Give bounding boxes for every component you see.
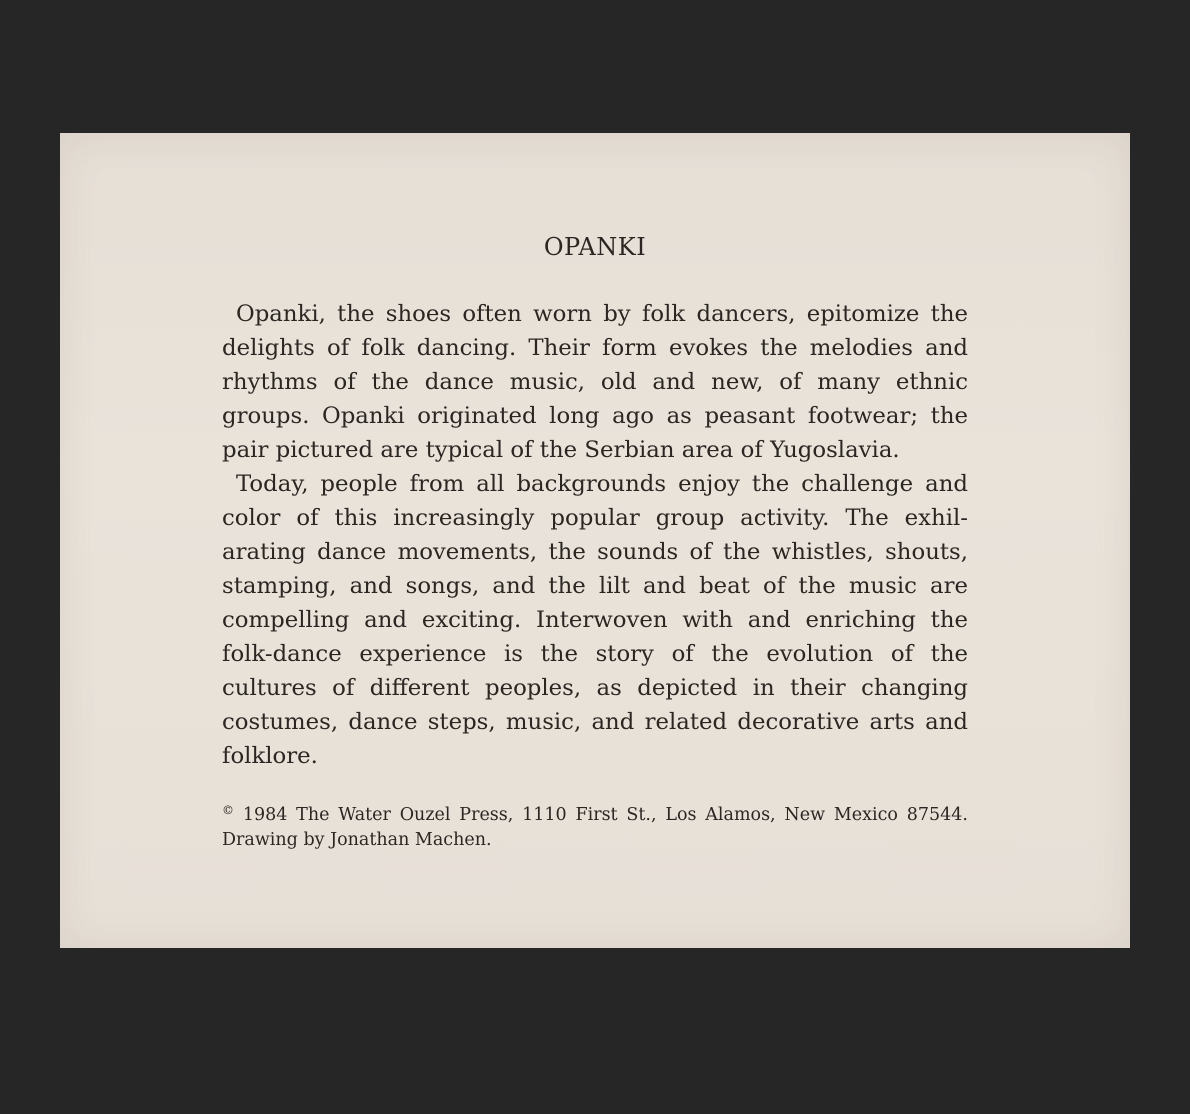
card-title: OPANKI	[543, 233, 647, 261]
body-line: delights of folk dancing. Their form evokes the melodies and	[222, 335, 968, 361]
printed-card	[60, 133, 1130, 948]
body-line: stamping, and songs, and the lilt and beat of the music are	[222, 573, 968, 599]
body-line: arating dance movements, the sounds of the whistles, shouts,	[222, 539, 968, 565]
body-line: costumes, dance steps, music, and related decorative arts and	[222, 709, 968, 735]
body-line: Today, people from all backgrounds enjoy the challenge and	[236, 471, 968, 497]
body-line: groups. Opanki originated long ago as peasant footwear; the	[222, 403, 968, 429]
body-line: compelling and exciting. Interwoven with and enriching the	[222, 607, 968, 633]
body-line: rhythms of the dance music, old and new, of many ethnic	[222, 369, 968, 395]
body-line: folk-dance experience is the story of the evolution of the	[222, 641, 968, 667]
body-line: folklore.	[222, 743, 318, 769]
copyright-text: 1984 The Water Ouzel Press, 1110 First St., Los Alamos, New Mexico 87544.	[242, 805, 968, 825]
copyright-line	[222, 795, 968, 825]
body-line: cultures of different peoples, as depicted in their changing	[222, 675, 968, 701]
copyright-symbol: ©	[222, 803, 234, 817]
credits	[222, 795, 968, 855]
card-body	[222, 297, 968, 773]
body-line: pair pictured are typical of the Serbian area of Yugoslavia.	[222, 437, 900, 463]
body-line: color of this increasingly popular group activity. The exhil-	[222, 505, 968, 531]
drawing-credit: Drawing by Jonathan Machen.	[222, 830, 492, 850]
body-line: Opanki, the shoes often worn by folk dancers, epitomize the	[236, 301, 968, 327]
